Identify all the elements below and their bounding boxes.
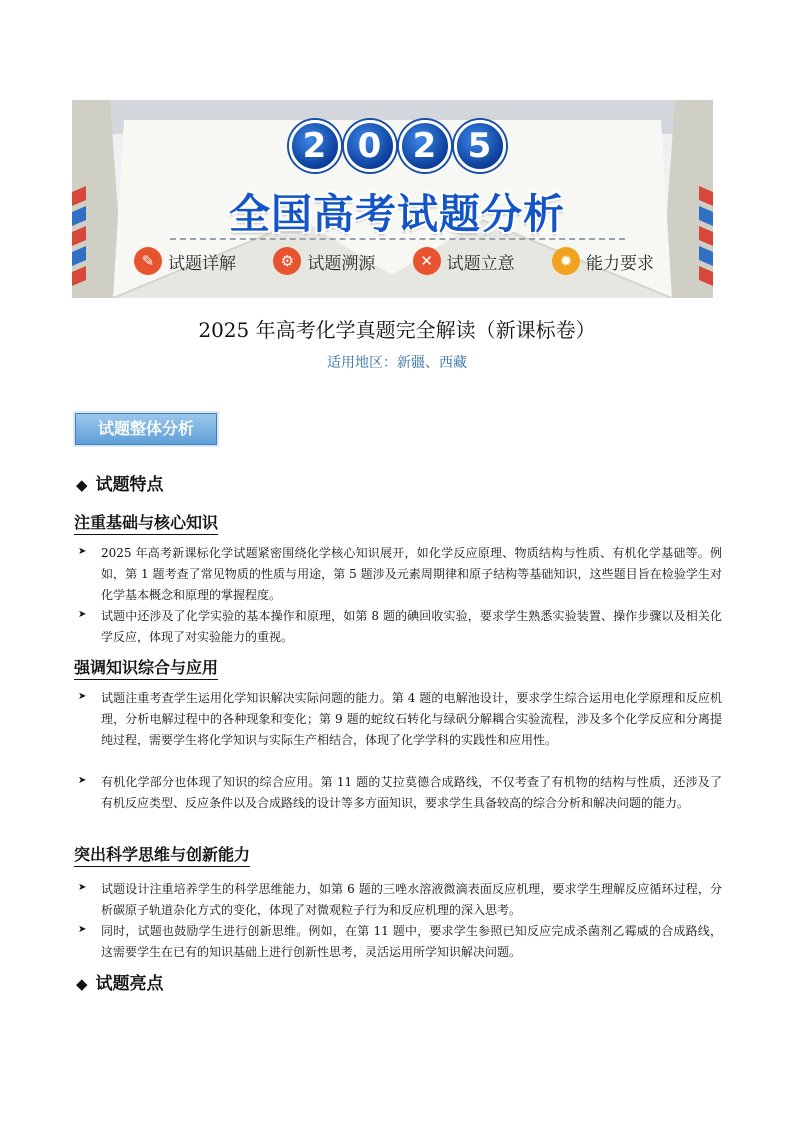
document-region: 适用地区：新疆、西藏 — [327, 355, 467, 371]
bulb-icon: ✹ — [552, 247, 580, 275]
bullet-paragraph: 试题注重考查学生运用化学知识解决实际问题的能力。第 4 题的电解池设计，要求学生综合运用电化学原理和反应机理，分析电解过程中的各种现象和变化；第 9 题的蛇纹石转化与绿矾分解耦合实验流程，涉及多个化学反应和分离提纯过程，需要学生将化学知识与实际生产相结合，体现了化学学科的实践性和应用性。 — [101, 691, 722, 747]
subsection-title: 强调知识综合与应用 — [74, 658, 218, 680]
heading-highlights — [76, 969, 164, 994]
year-digit-badge: 2 — [399, 120, 451, 172]
banner-tag-label: 试题立意 — [446, 253, 515, 274]
year-digit-badge: 0 — [344, 120, 396, 172]
banner-tag — [552, 247, 654, 275]
banner-divider — [170, 238, 625, 240]
diamond-bullet-icon: ◆ — [76, 476, 88, 494]
heading-features-text: 试题特点 — [95, 475, 164, 495]
gear-icon: ⚙ — [273, 247, 301, 275]
heading-features — [76, 470, 164, 495]
bullet-paragraph: 试题中还涉及了化学实验的基本操作和原理，如第 8 题的碘回收实验，要求学生熟悉实验装置、操作步骤以及相关化学反应，体现了对实验能力的重视。 — [101, 609, 722, 644]
arrow-bullet-icon: ➤ — [78, 924, 87, 935]
bullet-paragraph: 试题设计注重培养学生的科学思维能力，如第 6 题的三唑水溶液微滴表面反应机理，要求学生理解反应循环过程，分析碳原子轨道杂化方式的变化，体现了对微观粒子行为和反应机理的深入思考。 — [101, 882, 722, 917]
diamond-bullet-icon: ◆ — [76, 975, 88, 993]
bullet-paragraph: 2025 年高考新课标化学试题紧密围绕化学核心知识展开，如化学反应原理、物质结构与性质、有机化学基础等。例如，第 1 题考查了常见物质的性质与用途，第 5 题涉及元素周期律和原子结构等基础知识，这些题目旨在检验学生对化学基本概念和原理的掌握程度。 — [101, 546, 722, 602]
arrow-bullet-icon: ➤ — [78, 609, 87, 620]
bullet-paragraph: 有机化学部分也体现了知识的综合应用。第 11 题的艾拉莫德合成路线，不仅考查了有机物的结构与性质，还涉及了有机反应类型、反应条件以及合成路线的设计等多方面知识，要求学生具备较高的综合分析和解决问题的能力。 — [101, 775, 722, 810]
tools-icon: ✕ — [413, 247, 441, 275]
bullet-paragraph: 同时，试题也鼓励学生进行创新思维。例如，在第 11 题中，要求学生参照已知反应完成杀菌剂乙霉威的合成路线，这需要学生在已有的知识基础上进行创新性思考，灵活运用所学知识解决问题。 — [101, 924, 722, 959]
section-label-box: 试题整体分析 — [75, 413, 217, 445]
arrow-bullet-icon: ➤ — [78, 691, 87, 702]
arrow-bullet-icon: ➤ — [78, 775, 87, 786]
banner-tag — [273, 247, 375, 275]
year-digit-badge: 2 — [289, 120, 341, 172]
banner-title: 全国高考试题分析 — [229, 190, 565, 238]
banner-tag — [413, 247, 515, 275]
heading-highlights-text: 试题亮点 — [95, 974, 164, 994]
subsection-title: 突出科学思维与创新能力 — [74, 845, 250, 867]
banner-tag-label: 能力要求 — [585, 253, 654, 274]
arrow-bullet-icon: ➤ — [78, 546, 87, 557]
document-title: 2025 年高考化学真题完全解读（新课标卷） — [198, 318, 596, 342]
banner-tag-label: 试题详解 — [168, 253, 236, 274]
pencil-icon: ✎ — [134, 247, 162, 275]
arrow-bullet-icon: ➤ — [78, 882, 87, 893]
subsection-title: 注重基础与核心知识 — [74, 513, 218, 535]
banner-tag-label: 试题溯源 — [307, 253, 376, 274]
year-digit-badge: 5 — [454, 120, 506, 172]
banner-tag — [134, 247, 236, 275]
year-badges-row — [0, 120, 794, 172]
banner-tags — [134, 244, 654, 278]
